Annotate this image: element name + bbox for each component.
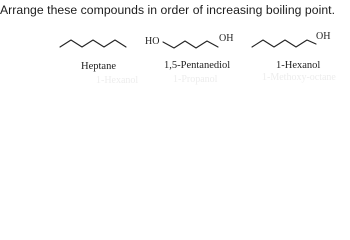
pentanediol-name: 1,5-Pentanediol [164,60,231,71]
ghost-text: 1-Hexanol [96,75,139,86]
hexanol-structure [252,40,316,47]
pentanediol-ho-label: HO [145,36,160,47]
heptane-structure [60,40,126,47]
pentanediol-oh-label: OH [219,33,234,44]
hexanol-name: 1-Hexanol [276,60,321,71]
pentanediol-structure [163,41,218,48]
ghost-text: 1-Methoxy-octane [262,72,336,83]
structures-canvas [0,0,350,114]
ghost-text: 1-Propanol [173,74,218,85]
question-prompt: Arrange these compounds in order of increasing boiling point. [0,3,336,17]
heptane-name: Heptane [81,61,116,72]
hexanol-oh-label: OH [316,31,331,42]
